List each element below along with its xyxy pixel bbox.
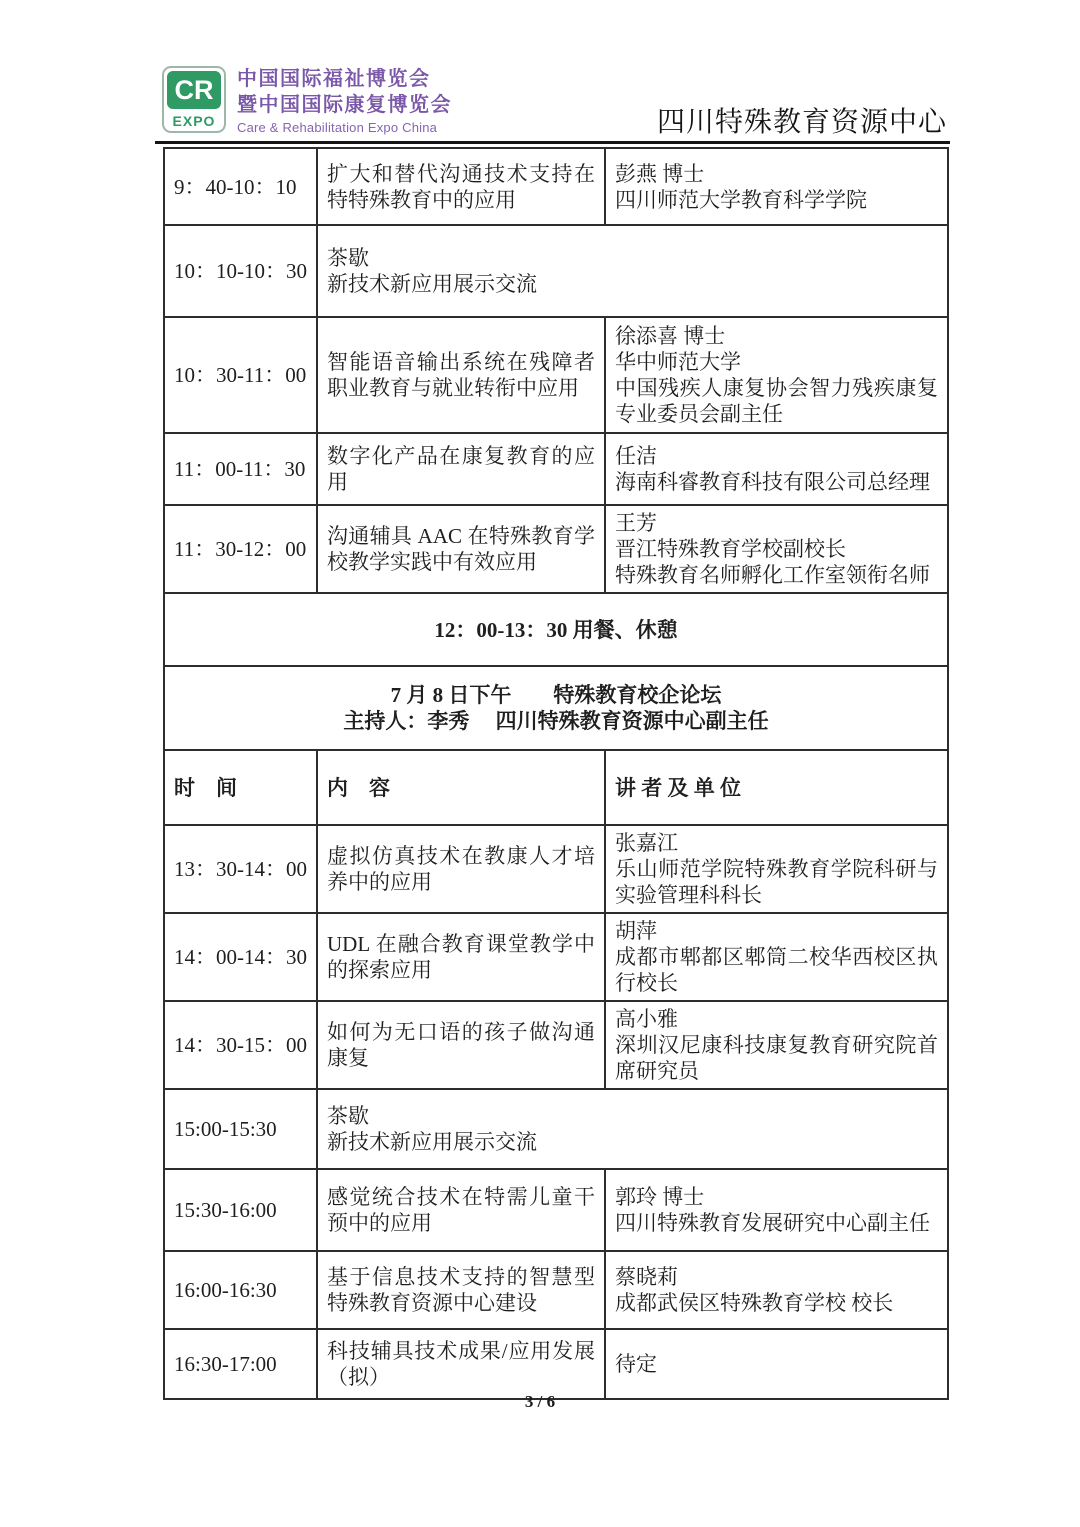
table-row: [164, 433, 948, 505]
cr-expo-logo: [162, 66, 226, 133]
brand-title-line1: 中国国际福祉博览会: [237, 68, 431, 90]
column-header-time: 时 间: [164, 750, 317, 825]
speaker-line: 张嘉江: [615, 831, 678, 855]
session-host: 主持人：李秀 四川特殊教育资源中心副主任: [343, 709, 769, 733]
speaker-line: 徐添喜 博士: [615, 324, 726, 348]
content-cell: 数字化产品在康复教育的应用: [317, 433, 605, 505]
content-cell: UDL 在融合教育课堂教学中的探索应用: [317, 913, 605, 1001]
speaker-cell: [605, 1169, 948, 1251]
time-cell: 14：30-15：00: [164, 1001, 317, 1089]
time-cell: 9：40-10：10: [164, 148, 317, 225]
speaker-line: 特殊教育名师孵化工作室领衔名师: [615, 563, 930, 587]
table-row: [164, 913, 948, 1001]
content-line: 新技术新应用展示交流: [327, 272, 537, 296]
brand-title-english: Care & Rehabilitation Expo China: [237, 120, 438, 135]
column-header-speaker: 讲 者 及 单 位: [605, 750, 948, 825]
brand-title-line2: 暨中国国际康复博览会: [237, 94, 452, 116]
speaker-line: 四川特殊教育发展研究中心副主任: [615, 1211, 930, 1235]
speaker-cell: [605, 1329, 948, 1399]
speaker-line: 华中师范大学: [615, 350, 741, 374]
time-cell: 13：30-14：00: [164, 825, 317, 913]
cr-logo-mark: CR: [167, 71, 221, 109]
table-row: [164, 825, 948, 913]
session-header-cell: [164, 666, 948, 750]
speaker-cell: [605, 1251, 948, 1329]
schedule-table: [163, 147, 949, 1400]
content-cell: 智能语音输出系统在残障者职业教育与就业转衔中应用: [317, 317, 605, 433]
time-cell: 15:30-16:00: [164, 1169, 317, 1251]
speaker-cell: [605, 913, 948, 1001]
content-line: 茶歇: [327, 246, 369, 270]
table-row: [164, 1169, 948, 1251]
speaker-cell: [605, 825, 948, 913]
speaker-line: 四川师范大学教育科学学院: [615, 187, 867, 212]
table-row: [164, 1089, 948, 1169]
time-cell: 10：10-10：30: [164, 225, 317, 317]
expo-brand-block: [237, 66, 452, 135]
content-line: 新技术新应用展示交流: [327, 1130, 537, 1154]
speaker-line: 高小雅: [615, 1007, 678, 1031]
column-header-row: [164, 750, 948, 825]
speaker-line: 胡萍: [615, 919, 657, 943]
speaker-line: 王芳: [615, 511, 657, 535]
session-header-row: [164, 666, 948, 750]
table-row: [164, 317, 948, 433]
time-cell: 10：30-11：00: [164, 317, 317, 433]
speaker-cell: [605, 148, 948, 225]
time-cell: 16:00-16:30: [164, 1251, 317, 1329]
content-cell: 如何为无口语的孩子做沟通康复: [317, 1001, 605, 1089]
content-cell: 沟通辅具 AAC 在特殊教育学校教学实践中有效应用: [317, 505, 605, 593]
speaker-line: 成都武侯区特殊教育学校 校长: [615, 1291, 894, 1315]
session-title: 7 月 8 日下午 特殊教育校企论坛: [390, 683, 722, 707]
speaker-line: 成都市郫都区郫筒二校华西校区执行校长: [615, 945, 938, 995]
speaker-cell: [605, 505, 948, 593]
table-row: [164, 1001, 948, 1089]
speaker-cell: [605, 317, 948, 433]
speaker-line: 乐山师范学院特殊教育学院科研与实验管理科科长: [615, 857, 938, 907]
table-row: [164, 505, 948, 593]
lunch-break-cell: 12：00-13：30 用餐、休憩: [164, 593, 948, 666]
speaker-cell: [605, 433, 948, 505]
column-header-content: 内 容: [317, 750, 605, 825]
header-divider: [155, 141, 950, 144]
content-cell: 扩大和替代沟通技术支持在特特殊教育中的应用: [317, 148, 605, 225]
speaker-line: 深圳汉尼康科技康复教育研究院首席研究员: [615, 1033, 938, 1083]
content-cell: [317, 225, 948, 317]
expo-logo-text: EXPO: [172, 113, 216, 129]
speaker-line: 郭玲 博士: [615, 1185, 705, 1209]
content-cell: [317, 1089, 948, 1169]
table-row: [164, 1329, 948, 1399]
speaker-line: 中国残疾人康复协会智力残疾康复专业委员会副主任: [615, 376, 938, 426]
speaker-line: 晋江特殊教育学校副校长: [615, 537, 846, 561]
content-cell: 基于信息技术支持的智慧型特殊教育资源中心建设: [317, 1251, 605, 1329]
lunch-break-row: [164, 593, 948, 666]
content-cell: 感觉统合技术在特需儿童干预中的应用: [317, 1169, 605, 1251]
page-number: 3 / 6: [524, 1392, 556, 1411]
table-row: [164, 225, 948, 317]
speaker-line: 彭燕 博士: [615, 161, 705, 186]
speaker-line: 海南科睿教育科技有限公司总经理: [615, 470, 930, 494]
table-row: [164, 148, 948, 225]
time-cell: 16:30-17:00: [164, 1329, 317, 1399]
speaker-line: 待定: [615, 1352, 657, 1376]
speaker-line: 蔡晓莉: [615, 1265, 678, 1289]
time-cell: 15:00-15:30: [164, 1089, 317, 1169]
speaker-cell: [605, 1001, 948, 1089]
speaker-line: 任洁: [615, 444, 657, 468]
time-cell: 14：00-14：30: [164, 913, 317, 1001]
content-cell: 虚拟仿真技术在教康人才培养中的应用: [317, 825, 605, 913]
content-cell: 科技辅具技术成果/应用发展（拟）: [317, 1329, 605, 1399]
content-line: 茶歇: [327, 1104, 369, 1128]
table-row: [164, 1251, 948, 1329]
time-cell: 11：30-12：00: [164, 505, 317, 593]
time-cell: 11：00-11：30: [164, 433, 317, 505]
organization-title: 四川特殊教育资源中心: [656, 107, 947, 138]
